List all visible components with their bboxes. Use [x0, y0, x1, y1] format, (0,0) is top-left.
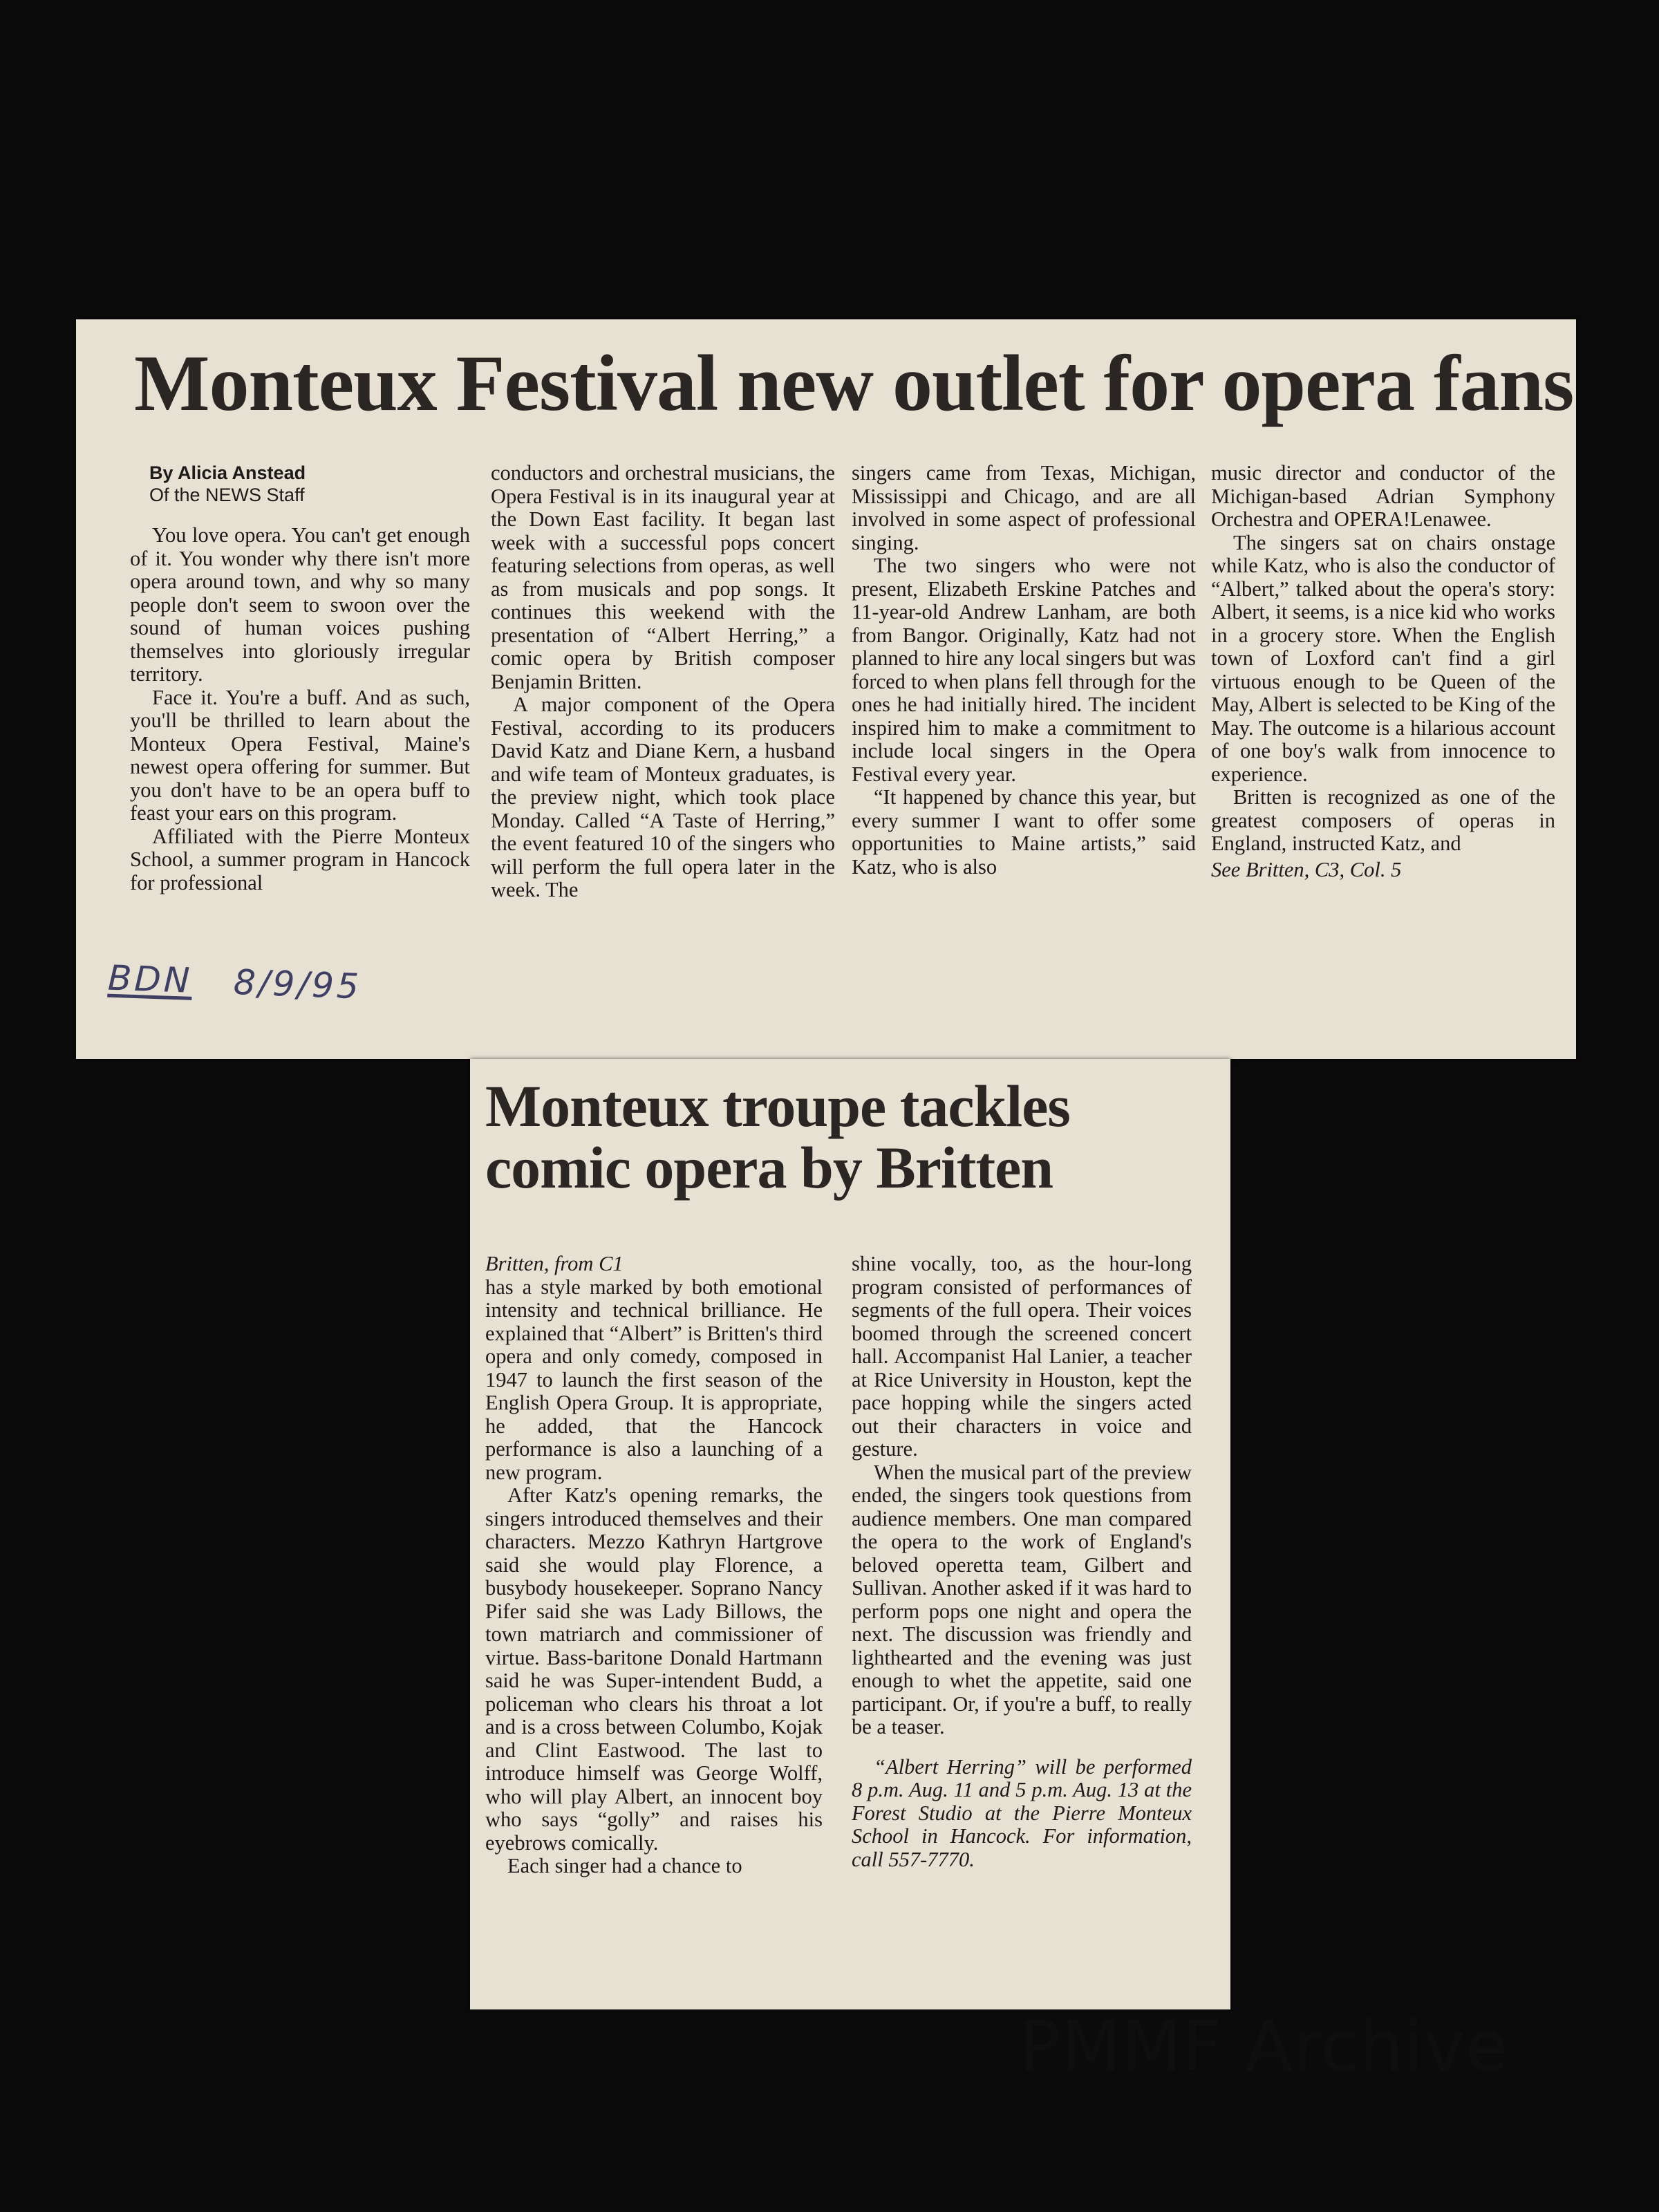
handwritten-initials: BDN: [107, 957, 194, 1001]
article-column-1: [485, 1253, 823, 1878]
byline-staff: Of the NEWS Staff: [149, 485, 305, 505]
newspaper-clipping-top: [76, 319, 1576, 1059]
article-column-1: [130, 462, 470, 894]
article-paragraph: The singers sat on chairs onstage while Katz, who is also the conductor of “Albert,” talked about the opera's story: Albert, it seems, is a nice kid who works in a grocery store. When the English town of Loxford can't find a girl virtuous enough to be Queen of the May, Albert is selected to be King of the May. The outcome is a hilarious account of one boy's walk from innocence to experience.: [1211, 530, 1555, 786]
article-paragraph: When the musical part of the preview ended, the singers took questions from audience members. One man compared the opera to the work of England's beloved operetta team, Gilbert and Sullivan. Another asked if it was hard to perform pops one night and opera the next. The discussion was friendly and lighthearted and the evening was just enough to whet the appetite, said one participant. Or, if you're a buff, to really be a teaser.: [852, 1460, 1192, 1738]
article-paragraph: After Katz's opening remarks, the singers introduced themselves and their characters. Mezzo Kathryn Hartgrove said she would play Florence, a busybody housekeeper. Soprano Nancy Pifer said she was Lady Billows, the town matriarch and commissioner of virtue. Bass-baritone Donald Hartmann said he was Super-intendent Budd, a policeman who clears his throat a lot and is a cross between Columbo, Kojak and Clint Eastwood. The last to introduce himself was George Wolff, who will play Albert, an innocent boy who says “golly” and raises his eyebrows comically.: [485, 1483, 823, 1855]
article-column-2: [852, 1253, 1192, 1871]
article-paragraph: A major component of the Opera Festival, according to its producers David Katz and Diane Kern, a husband and wife team of Monteux graduates, is the preview night, which took place Monday. Called “A Taste of Herring,” the event featured 10 of the singers who will perform the full opera later in the week. The: [491, 693, 835, 901]
jump-from-line: Britten, from C1: [485, 1252, 624, 1275]
article-column-3: [852, 462, 1196, 879]
archive-watermark: PMMF Archive: [1019, 2006, 1509, 2087]
article-paragraph: You love opera. You can't get enough of it. You wonder why there isn't more opera around town, and why so many people don't seem to swoon over the sound of human voices pushing themselves into gloriously irregular territory.: [130, 523, 470, 686]
jump-line: See Britten, C3, Col. 5: [1211, 857, 1402, 881]
article-paragraph: “It happened by chance this year, but every summer I want to offer some opportunities to Maine artists,” said Katz, who is also: [852, 785, 1196, 879]
performance-info: “Albert Herring” will be performed 8 p.m. Aug. 11 and 5 p.m. Aug. 13 at the Forest Studio at the Pierre Monteux School in Hancock. For information, call 557-7770.: [852, 1754, 1192, 1871]
article-column-2: [491, 462, 835, 902]
article-headline: Monteux Festival new outlet for opera fans: [134, 339, 1574, 428]
handwritten-date: 8/9/95: [232, 962, 362, 1007]
article-paragraph: Affiliated with the Pierre Monteux School, a summer program in Hancock for professional: [130, 824, 470, 894]
article-paragraph: conductors and orchestral musicians, the Opera Festival is in its inaugural year at the Down East facility. It began last week with a successful pops concert featuring selections from operas, as well as from musicals and pop songs. It continues this weekend with the presentation of “Albert Herring,” a comic opera by British composer Benjamin Britten.: [491, 461, 835, 693]
byline-author: By Alicia Anstead: [149, 462, 306, 483]
article-paragraph: music director and conductor of the Michigan-based Adrian Symphony Orchestra and OPERA!Lenawee.: [1211, 461, 1555, 531]
article-column-4: [1211, 462, 1555, 881]
byline: [149, 462, 470, 506]
newspaper-clipping-bottom: [470, 1059, 1230, 2009]
article-paragraph: has a style marked by both emotional intensity and technical brilliance. He explained that “Albert” is Britten's third opera and only comedy, composed in 1947 to launch the first season of the English Opera Group. It is appropriate, he added, that the Hancock performance is also a launching of a new program.: [485, 1275, 823, 1484]
article-headline: [485, 1073, 1070, 1201]
article-paragraph: Britten is recognized as one of the greatest composers of operas in England, instructed Katz, and: [1211, 785, 1555, 855]
article-paragraph: singers came from Texas, Michigan, Mississippi and Chicago, and are all involved in some aspect of professional singing.: [852, 461, 1196, 554]
article-paragraph: The two singers who were not present, Elizabeth Erskine Patches and 11-year-old Andrew Lanham, are both from Bangor. Originally, Katz had not planned to hire any local singers but was forced to when plans fell through for the ones he had initially hired. The incident inspired him to make a commitment to include local singers in the Opera Festival every year.: [852, 554, 1196, 786]
headline-line-2: comic opera by Britten: [485, 1134, 1053, 1201]
article-paragraph: Each singer had a chance to: [507, 1854, 742, 1877]
article-paragraph: shine vocally, too, as the hour-long program consisted of performances of segments of the full opera. Their voices boomed through the screened concert hall. Accompanist Hal Lanier, a teacher at Rice University in Houston, kept the pace hopping while the singers acted out their characters in voice and gesture.: [852, 1252, 1192, 1461]
handwritten-note: [107, 958, 362, 1007]
headline-line-1: Monteux troupe tackles: [485, 1073, 1070, 1139]
article-paragraph: Face it. You're a buff. And as such, you'll be thrilled to learn about the Monteux Opera Festival, Maine's newest opera offering for summer. But you don't have to be an opera buff to feast your ears on this program.: [130, 685, 470, 825]
